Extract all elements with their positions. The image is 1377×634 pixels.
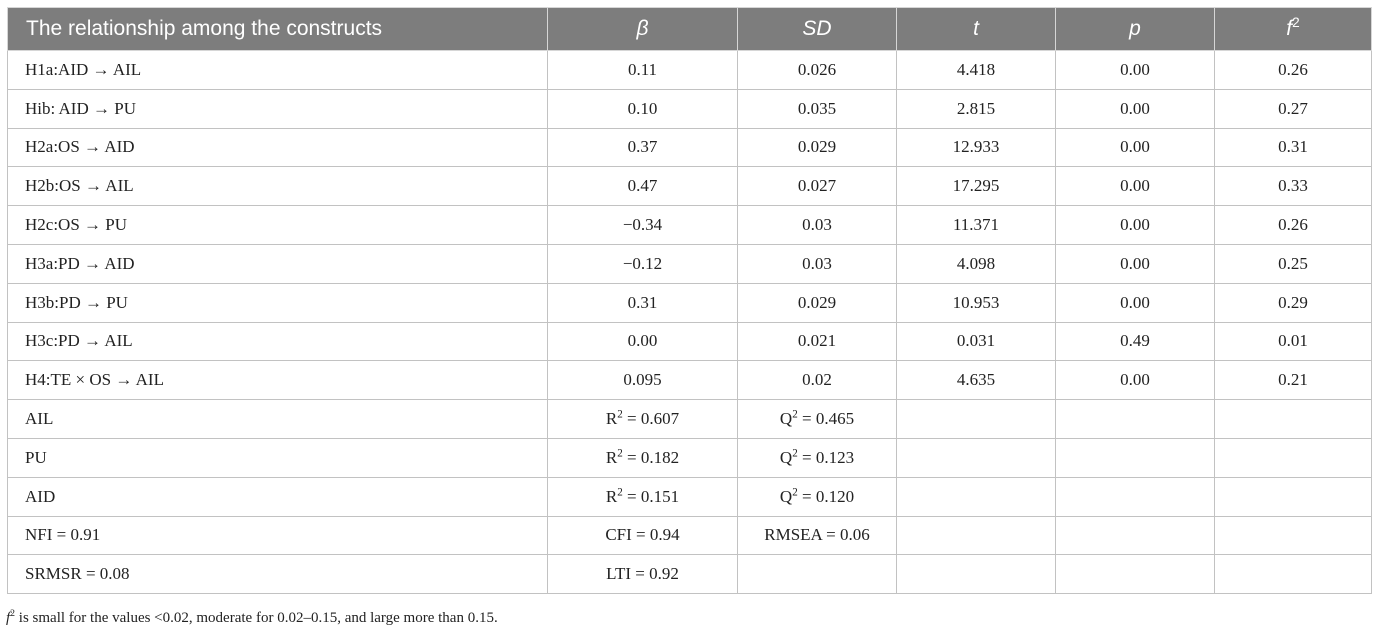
- cell-f2: [1215, 438, 1372, 477]
- cell-sd: 0.026: [738, 51, 897, 90]
- cell-relationship: Hib: AID → PU: [8, 89, 548, 128]
- cell-p: 0.00: [1056, 89, 1215, 128]
- cell-t: 0.031: [897, 322, 1056, 361]
- cell-beta: −0.34: [548, 206, 738, 245]
- table-row: [8, 516, 1372, 555]
- cell-sup: 2: [617, 486, 623, 498]
- footnote-text: is small for the values <0.02, moderate for 0.02–0.15, and large more than 0.15.: [15, 610, 498, 626]
- cell-f2: 0.25: [1215, 244, 1372, 283]
- cell-f2: 0.01: [1215, 322, 1372, 361]
- table-header: [8, 8, 1372, 51]
- cell-sd: RMSEA = 0.06: [738, 516, 897, 555]
- cell-rest: = 0.120: [797, 486, 855, 506]
- cell-p: 0.00: [1056, 128, 1215, 167]
- cell-t: [897, 477, 1056, 516]
- header-row: [8, 8, 1372, 51]
- cell-p: [1056, 555, 1215, 594]
- table-row: [8, 283, 1372, 322]
- cell-beta: 0.37: [548, 128, 738, 167]
- cell-beta: 0.11: [548, 51, 738, 90]
- cell-t: 10.953: [897, 283, 1056, 322]
- table-row: [8, 206, 1372, 245]
- cell-p: 0.00: [1056, 361, 1215, 400]
- cell-base: Q: [779, 486, 793, 506]
- cell-beta: 0.00: [548, 322, 738, 361]
- cell-f2: [1215, 400, 1372, 439]
- cell-f2: 0.31: [1215, 128, 1372, 167]
- cell-base: R: [605, 447, 618, 467]
- table-row: [8, 477, 1372, 516]
- cell-rest: = 0.151: [622, 486, 680, 506]
- table-row: [8, 361, 1372, 400]
- cell-t: 12.933: [897, 128, 1056, 167]
- cell-beta: −0.12: [548, 244, 738, 283]
- cell-rest: = 0.607: [622, 409, 680, 429]
- cell-t: 11.371: [897, 206, 1056, 245]
- cell-beta: 0.31: [548, 283, 738, 322]
- table-row: [8, 400, 1372, 439]
- cell-f2: 0.21: [1215, 361, 1372, 400]
- cell-p: [1056, 477, 1215, 516]
- cell-relationship: H3a:PD → AID: [8, 244, 548, 283]
- cell-p: [1056, 438, 1215, 477]
- cell-t: 4.418: [897, 51, 1056, 90]
- cell-f2: 0.26: [1215, 51, 1372, 90]
- cell-f2: [1215, 555, 1372, 594]
- cell-relationship: AID: [8, 477, 548, 516]
- cell-beta: 0.10: [548, 89, 738, 128]
- table-footnote: [6, 610, 498, 627]
- cell-sd: 0.03: [738, 244, 897, 283]
- table-row: [8, 89, 1372, 128]
- cell-sd: [738, 400, 897, 439]
- cell-rest: = 0.123: [797, 447, 855, 467]
- cell-t: [897, 438, 1056, 477]
- col-header-f2: [1215, 8, 1372, 51]
- cell-t: 4.635: [897, 361, 1056, 400]
- cell-relationship: H2a:OS → AID: [8, 128, 548, 167]
- table-row: [8, 322, 1372, 361]
- cell-beta: 0.47: [548, 167, 738, 206]
- col-header-relationship: The relationship among the constructs: [8, 8, 548, 51]
- cell-p: 0.00: [1056, 244, 1215, 283]
- cell-p: [1056, 400, 1215, 439]
- cell-sd: 0.035: [738, 89, 897, 128]
- cell-f2: [1215, 477, 1372, 516]
- cell-beta: LTI = 0.92: [548, 555, 738, 594]
- t-label: t: [973, 17, 979, 40]
- footnote-f-symbol: f: [6, 610, 11, 626]
- table-row: [8, 167, 1372, 206]
- cell-t: 4.098: [897, 244, 1056, 283]
- cell-relationship: PU: [8, 438, 548, 477]
- results-table: [7, 7, 1372, 594]
- cell-p: 0.49: [1056, 322, 1215, 361]
- cell-f2: 0.26: [1215, 206, 1372, 245]
- cell-t: [897, 516, 1056, 555]
- cell-sd: 0.02: [738, 361, 897, 400]
- footnote-superscript: 2: [10, 608, 16, 619]
- cell-relationship: H4:TE × OS → AIL: [8, 361, 548, 400]
- cell-sup: 2: [792, 408, 798, 421]
- table-row: [8, 555, 1372, 594]
- cell-relationship: NFI = 0.91: [8, 516, 548, 555]
- cell-beta: [548, 400, 738, 439]
- beta-symbol: β: [636, 17, 649, 40]
- cell-rest: = 0.465: [797, 409, 855, 429]
- cell-p: [1056, 516, 1215, 555]
- f-label: f: [1286, 17, 1293, 40]
- cell-relationship: SRMSR = 0.08: [8, 555, 548, 594]
- cell-f2: 0.33: [1215, 167, 1372, 206]
- cell-f2: 0.27: [1215, 89, 1372, 128]
- table-row: [8, 244, 1372, 283]
- cell-relationship: H3b:PD → PU: [8, 283, 548, 322]
- table-body: [8, 51, 1372, 594]
- cell-base: R: [605, 486, 618, 506]
- cell-beta: [548, 477, 738, 516]
- cell-base: Q: [779, 409, 793, 429]
- col-header-p: [1056, 8, 1215, 51]
- table-row: [8, 438, 1372, 477]
- cell-base: R: [605, 409, 618, 429]
- cell-relationship: H1a:AID → AIL: [8, 51, 548, 90]
- col-header-t: [897, 8, 1056, 51]
- cell-sd: [738, 555, 897, 594]
- cell-p: 0.00: [1056, 206, 1215, 245]
- cell-sup: 2: [617, 408, 623, 421]
- p-label: p: [1129, 17, 1141, 40]
- cell-sup: 2: [617, 447, 623, 460]
- cell-base: Q: [779, 447, 793, 467]
- cell-t: 17.295: [897, 167, 1056, 206]
- cell-sd: 0.029: [738, 283, 897, 322]
- cell-beta: CFI = 0.94: [548, 516, 738, 555]
- cell-t: [897, 555, 1056, 594]
- cell-relationship: AIL: [8, 400, 548, 439]
- cell-sd: 0.027: [738, 167, 897, 206]
- cell-rest: = 0.182: [622, 447, 680, 467]
- cell-t: [897, 400, 1056, 439]
- cell-p: 0.00: [1056, 167, 1215, 206]
- table-row: [8, 128, 1372, 167]
- col-header-beta: [548, 8, 738, 51]
- f-superscript: 2: [1292, 15, 1300, 30]
- cell-p: 0.00: [1056, 51, 1215, 90]
- cell-relationship: H2c:OS → PU: [8, 206, 548, 245]
- col-header-sd: [738, 8, 897, 51]
- cell-beta: 0.095: [548, 361, 738, 400]
- cell-relationship: H3c:PD → AIL: [8, 322, 548, 361]
- table-row: [8, 51, 1372, 90]
- cell-sup: 2: [792, 486, 798, 498]
- cell-t: 2.815: [897, 89, 1056, 128]
- cell-p: 0.00: [1056, 283, 1215, 322]
- cell-sd: 0.021: [738, 322, 897, 361]
- cell-relationship: H2b:OS → AIL: [8, 167, 548, 206]
- cell-sd: 0.03: [738, 206, 897, 245]
- cell-sup: 2: [792, 447, 798, 460]
- cell-beta: [548, 438, 738, 477]
- cell-sd: [738, 477, 897, 516]
- sd-label: SD: [802, 17, 832, 40]
- cell-sd: 0.029: [738, 128, 897, 167]
- cell-f2: 0.29: [1215, 283, 1372, 322]
- cell-sd: [738, 438, 897, 477]
- cell-f2: [1215, 516, 1372, 555]
